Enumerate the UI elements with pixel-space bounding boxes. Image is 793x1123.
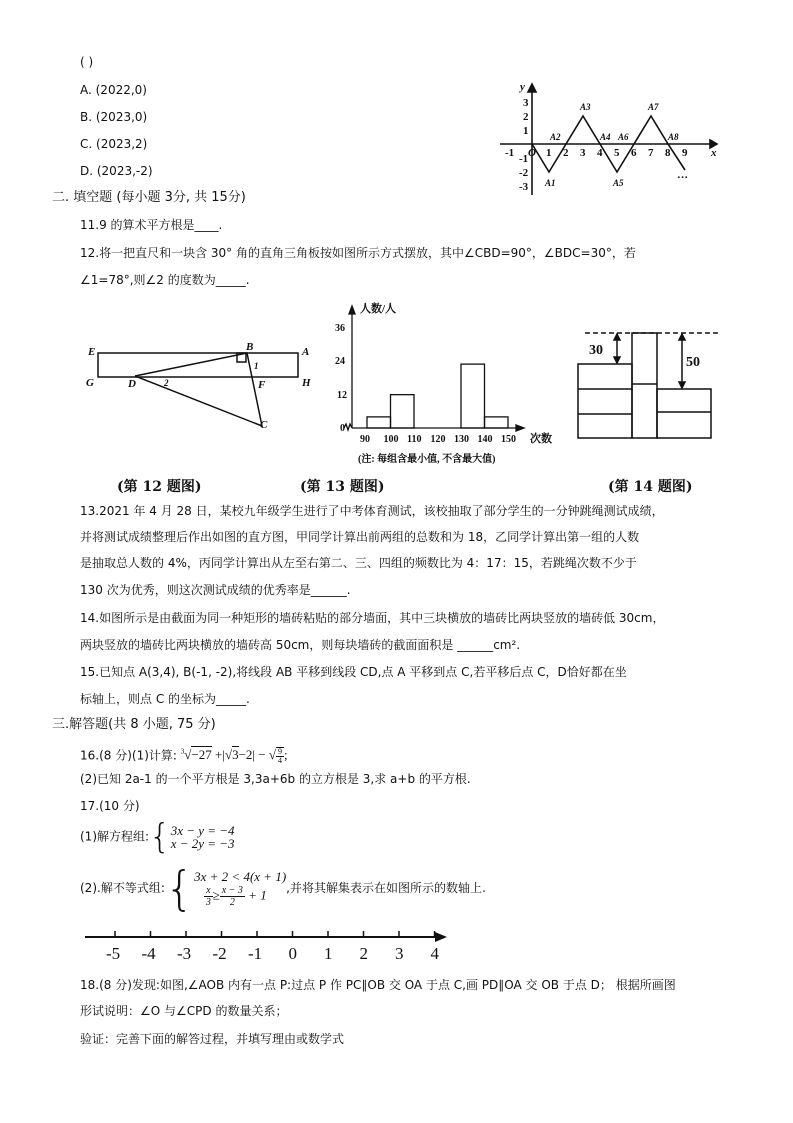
number-label: 4: [430, 944, 439, 963]
x-tick-label: 150: [501, 434, 516, 445]
fig12-label-g: G: [86, 377, 94, 389]
q16-part2: (2)已知 2a-1 的一个平方根是 3,3a+6b 的立方根是 3,求 a+b 的平方根.: [80, 772, 471, 786]
q16-tail: ;: [284, 747, 288, 763]
q13-line1: 13.2021 年 4 月 28 日，某校九年级学生进行了中考体育测试，该校抽取了部分学生的一分钟跳绳测试成绩，: [80, 504, 664, 518]
fig13-caption: (第 13 题图): [300, 479, 385, 495]
histogram-bar: [461, 364, 485, 428]
q17-part1: (1)解方程组:{ 3x − y = −4 x − 2y = −3: [80, 817, 235, 857]
point-label: A7: [648, 102, 659, 112]
q13-line2: 并将测试成绩整理后作出如图的直方图，甲同学计算出前两组的总数和为 18，乙同学计算出第一组的人数: [80, 530, 640, 544]
fig12-label-b: B: [246, 341, 254, 353]
y-tick-label: 3: [523, 97, 529, 109]
ellipsis: …: [677, 169, 688, 181]
x-tick-label: 140: [477, 434, 493, 445]
x-tick-label: 1: [546, 147, 552, 159]
x-tick-label: 100: [383, 434, 399, 445]
q17-part2: (2).解不等式组:{ 3x + 2 < 4(x + 1) $\frac{x}{3}$ ≥ $\frac{x - 3}{2}$ + 1 ,并将其解集表示在如图所示的数轴上.: [80, 861, 486, 916]
fig14-caption: (第 14 题图): [608, 479, 693, 495]
x-tick-label: 130: [454, 434, 469, 445]
number-label: -3: [177, 944, 192, 963]
frac-den: 4: [278, 756, 282, 766]
number-label: 0: [288, 944, 297, 963]
sqrt3: 3: [232, 747, 239, 763]
fig13-ytick: 0: [340, 423, 345, 434]
q17-p2-tail: ,并将其解集表示在如图所示的数轴上.: [286, 881, 486, 895]
fig14-label-50: 50: [686, 355, 700, 370]
fig12-caption: (第 12 题图): [117, 479, 202, 495]
x-tick-label: 120: [430, 434, 446, 445]
point-label: A1: [545, 178, 556, 188]
q12-line1: 12.将一把直尺和一块含 30° 角的直角三角板按如图所示方式摆放，其中∠CBD=90°，∠BDC=30°，若: [80, 246, 636, 260]
point-label: A6: [618, 132, 629, 142]
q16-head: 16.(8 分)(1)计算:: [80, 748, 177, 763]
ineq1: 3x + 2 < 4(x + 1): [194, 869, 287, 884]
number-label: -1: [248, 944, 263, 963]
q17-head: 17.(10 分): [80, 799, 140, 813]
number-line: [85, 925, 455, 965]
fig13-ytick: 36: [335, 323, 345, 334]
frac-num: x − 3: [221, 885, 243, 896]
option-d: D. (2023,-2): [80, 164, 153, 178]
y-tick-label: 1: [523, 125, 529, 137]
fig12-angle-2: 2: [164, 378, 169, 388]
x-tick-label: 2: [563, 147, 569, 159]
fig13-note: (注: 每组含最小值, 不含最大值): [358, 454, 496, 465]
radicand: −27: [191, 747, 212, 763]
fig13-ytick: 12: [337, 390, 347, 401]
y-tick-label: -1: [519, 153, 529, 165]
section2-title: 二. 填空题 (每小题 3分, 共 15分): [52, 190, 246, 205]
option-b: B. (2023,0): [80, 110, 148, 124]
q11: 11.9 的算术平方根是____.: [80, 218, 223, 232]
answer-paren: ( ): [80, 55, 94, 69]
x-tick-label: 8: [665, 147, 671, 159]
y-axis-label: y: [520, 81, 525, 93]
fig12-label-h: H: [302, 377, 311, 389]
option-c: C. (2023,2): [80, 137, 148, 151]
fig12-label-f: F: [258, 379, 266, 391]
x-tick-label: 3: [580, 147, 586, 159]
x-tick-label: 6: [631, 147, 637, 159]
number-label: -2: [212, 944, 227, 963]
frac-num: 9: [278, 747, 282, 757]
q15-line2: 标轴上，则点 C 的坐标为_____.: [80, 692, 250, 706]
y-tick-label: -2: [519, 167, 529, 179]
relation: ≥: [212, 887, 220, 903]
x-tick-label: 4: [597, 147, 603, 159]
abs-close: −2| −: [238, 747, 266, 763]
point-label: A3: [580, 102, 591, 112]
y-tick-label: -3: [519, 181, 529, 193]
number-label: -5: [106, 944, 121, 963]
q18-line2: 形试说明：∠O 与∠CPD 的数量关系；: [80, 1004, 288, 1018]
number-label: 2: [359, 944, 368, 963]
x-tick-label: 90: [360, 434, 370, 445]
q15-line1: 15.已知点 A(3,4), B(-1, -2),将线段 AB 平移到线段 CD,点 A 平移到点 C,若平移后点 C，D恰好都在坐: [80, 665, 627, 679]
x-tick-label: -1: [505, 147, 515, 159]
q13-line4: 130 次为优秀，则这次测试成绩的优秀率是______.: [80, 583, 351, 597]
section3-title: 三.解答题(共 8 小题, 75 分): [52, 717, 216, 732]
q12-line2: ∠1=78°,则∠2 的度数为_____.: [80, 273, 250, 287]
q16-part1: 16.(8 分)(1)计算: $^3$√−27 +|√3−2| − √ $\frac{9}{4}$ ;: [80, 747, 288, 766]
x-axis-label: x: [711, 147, 717, 159]
x-tick-label: 110: [407, 434, 422, 445]
point-label: A8: [668, 132, 679, 142]
x-tick-label: 9: [682, 147, 688, 159]
origin-label: O: [528, 147, 536, 159]
histogram-bar: [367, 417, 391, 428]
figure-13-histogram: [330, 300, 560, 470]
point-label: A2: [550, 132, 561, 142]
frac-den: 2: [229, 897, 235, 908]
cube-root-index: 3: [180, 748, 185, 756]
fig12-angle-1: 1: [254, 361, 259, 371]
histogram-bar: [391, 395, 415, 428]
point-label: A4: [600, 132, 611, 142]
point-label: A5: [613, 178, 624, 188]
abs-open: +|: [215, 747, 225, 763]
histogram-bar: [485, 417, 509, 428]
ineq2-tail: + 1: [248, 887, 267, 903]
number-label: 3: [395, 944, 404, 963]
eq2: x − 2y = −3: [170, 836, 235, 851]
fig13-xlabel: 次数: [530, 433, 552, 445]
x-tick-label: 5: [614, 147, 620, 159]
q18-line3: 验证：完善下面的解答过程，并填写理由或数学式: [80, 1032, 345, 1046]
x-tick-label: 7: [648, 147, 654, 159]
q18-line1: 18.(8 分)发现:如图,∠AOB 内有一点 P:过点 P 作 PC∥OB 交 OA 于点 C,画 PD∥OA 交 OB 于点 D； 根据所画图: [80, 978, 676, 992]
fig14-label-30: 30: [589, 343, 603, 358]
fig12-label-e: E: [88, 346, 96, 358]
number-label: -4: [141, 944, 156, 963]
figure-14-wall-tiles: [575, 328, 725, 443]
fig13-ytick: 24: [335, 356, 345, 367]
fig12-label-a: A: [302, 346, 310, 358]
y-tick-label: 2: [523, 111, 529, 123]
frac-num: x: [206, 885, 211, 896]
q13-line3: 是抽取总人数的 4%，丙同学计算出从左至右第二、三、四组的频数比为 4：17：15，若跳绳次数不少于: [80, 556, 637, 570]
number-label: 1: [324, 944, 333, 963]
zigzag-coordinate-graph: [495, 80, 715, 200]
q17-p2-label: (2).解不等式组:: [80, 881, 165, 895]
figure-12-ruler-triangle: [80, 330, 310, 430]
q17-p1-label: (1)解方程组:: [80, 829, 150, 844]
option-a: A. (2022,0): [80, 83, 147, 97]
fig12-label-c: C: [260, 419, 268, 431]
q14-line1: 14.如图所示是由截面为同一种矩形的墙砖粘贴的部分墙面，其中三块横放的墙砖比两块竖放的墙砖低 30cm，: [80, 611, 665, 625]
q14-line2: 两块竖放的墙砖比两块横放的墙砖高 50cm，则每块墙砖的截面面积是 ______cm².: [80, 638, 521, 652]
fig12-label-d: D: [128, 378, 136, 390]
frac-den: 3: [205, 897, 211, 908]
fig13-ylabel: 人数/人: [360, 303, 397, 315]
eq1: 3x − y = −4: [170, 823, 235, 838]
